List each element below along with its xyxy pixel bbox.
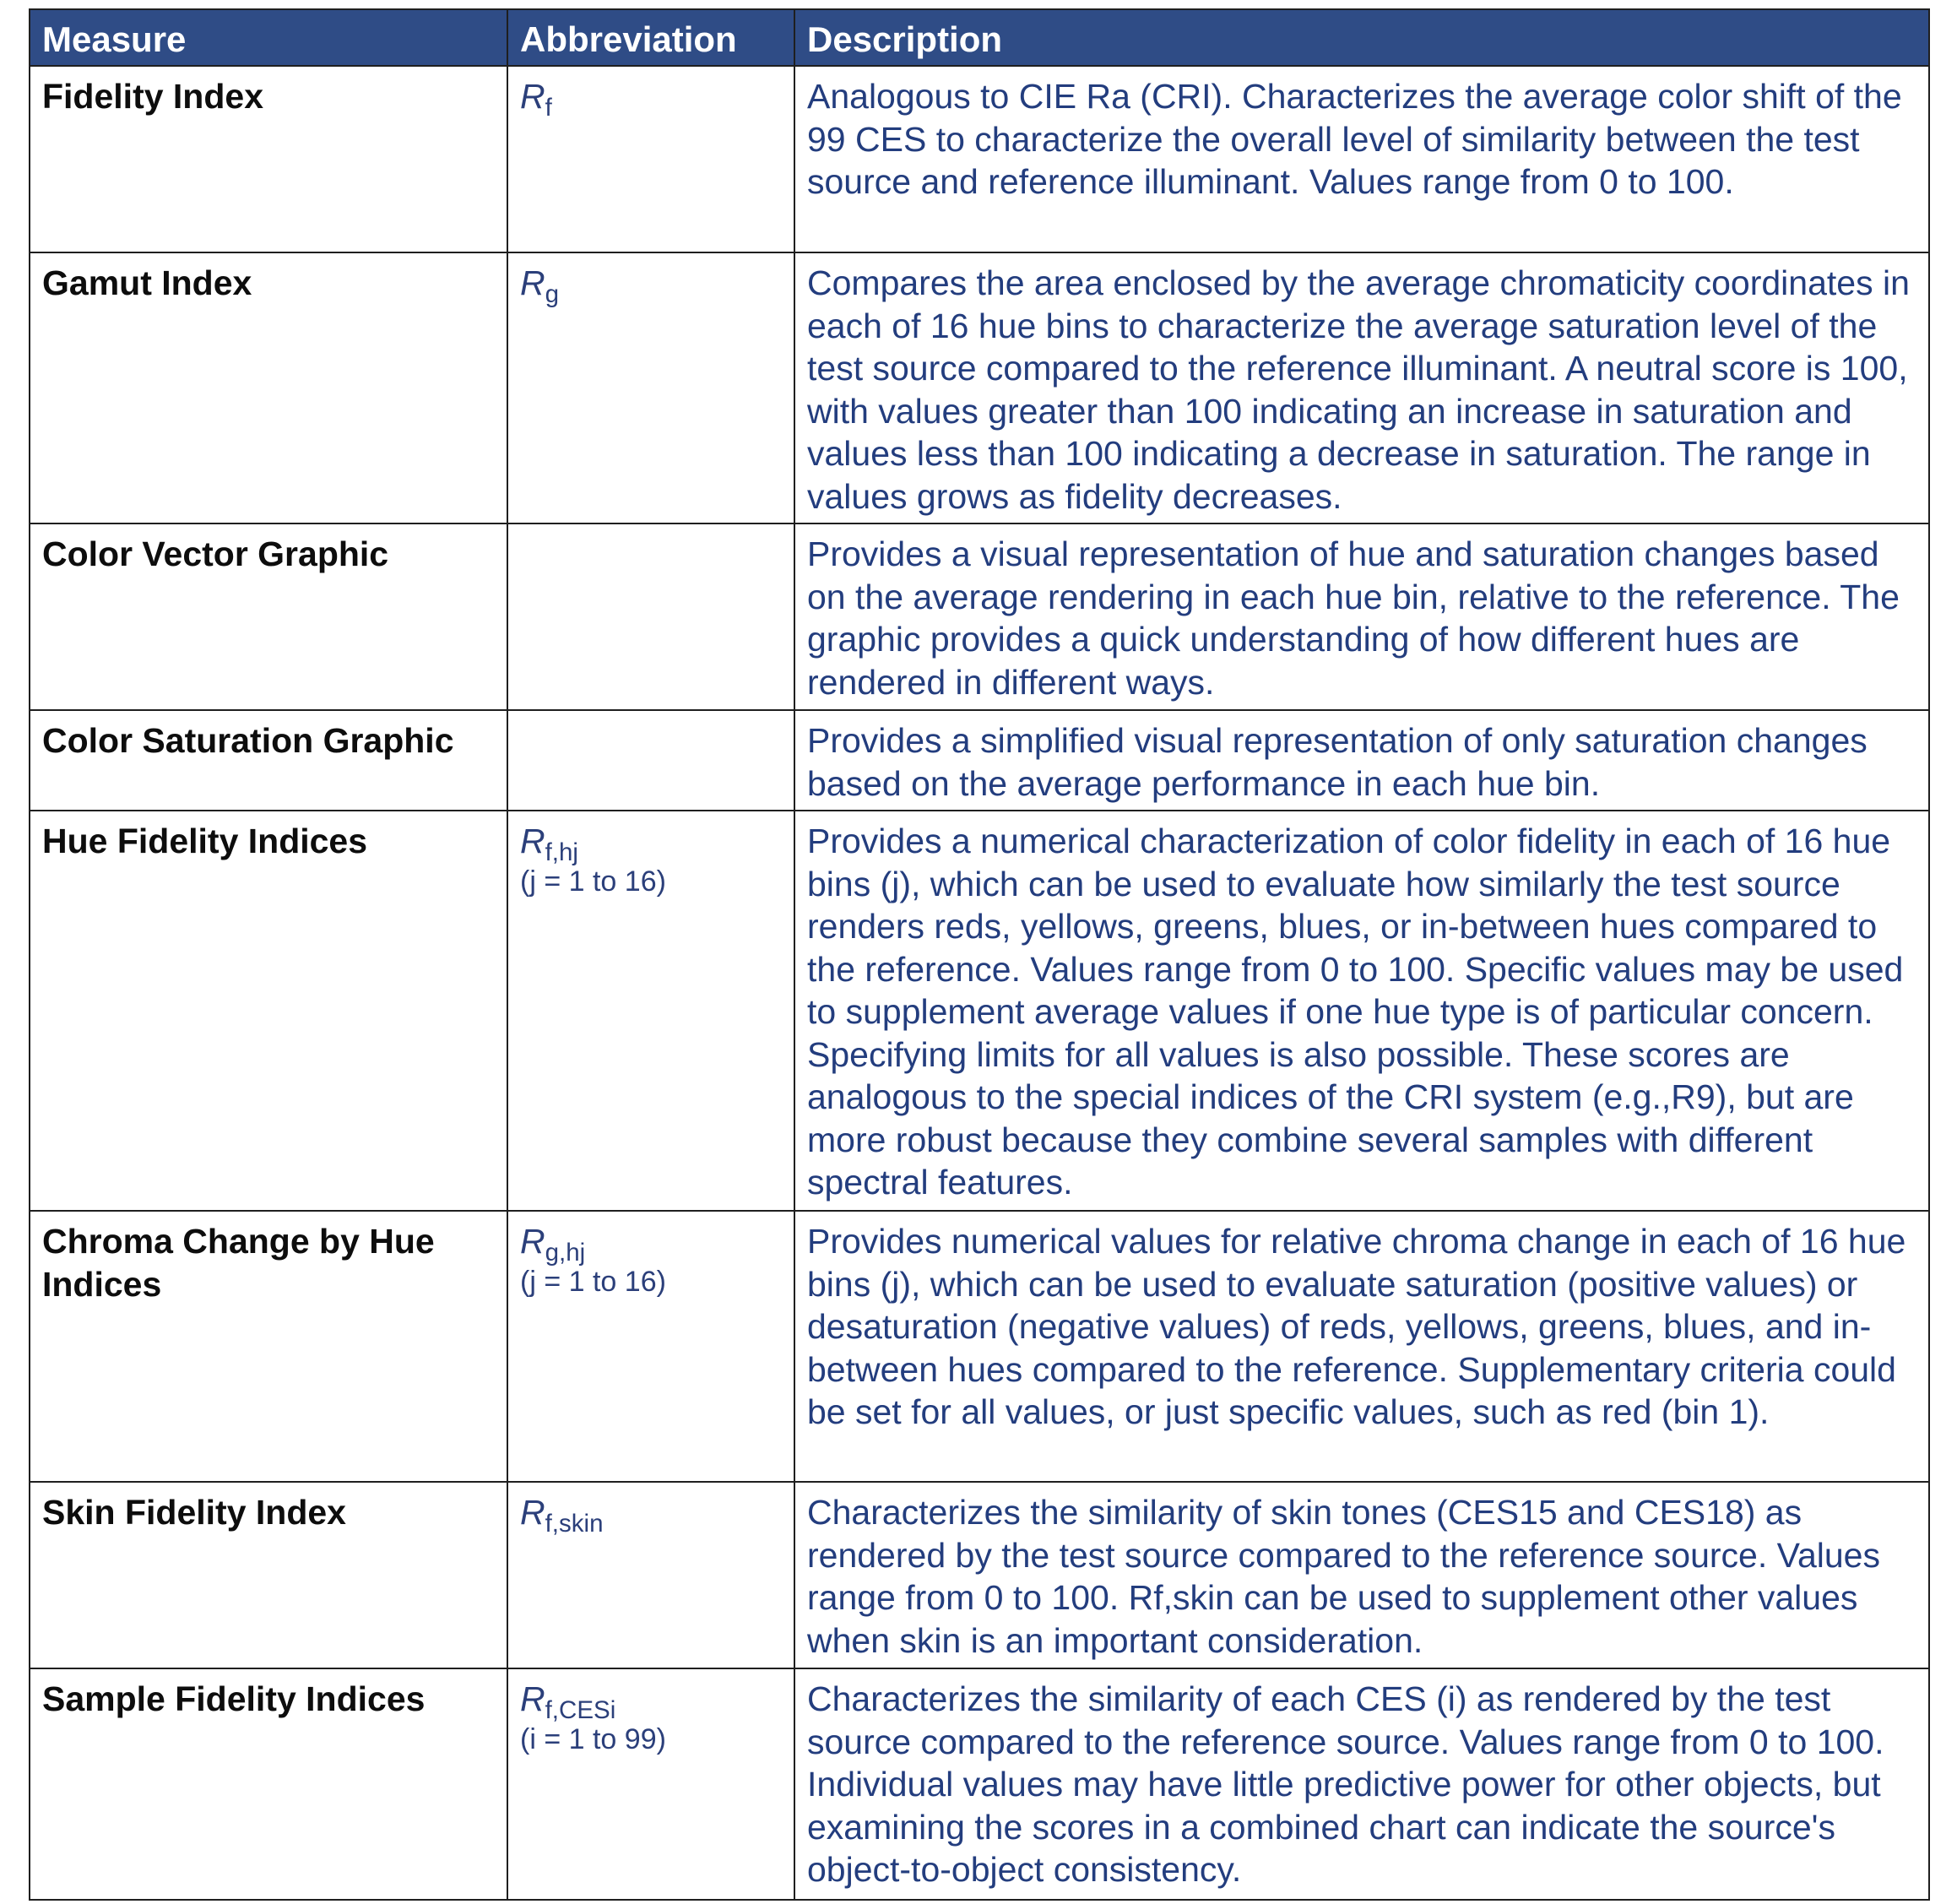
abbreviation-symbol: R xyxy=(520,822,545,860)
abbreviation-symbol: R xyxy=(520,1679,545,1718)
abbreviation-subscript: f,hj xyxy=(545,838,578,867)
abbreviation-symbol: R xyxy=(520,263,545,302)
abbreviation-range: (j = 1 to 16) xyxy=(520,1265,666,1298)
column-header-description: Description xyxy=(794,9,1929,66)
abbreviation-symbol: R xyxy=(520,1493,545,1532)
table-row xyxy=(30,710,1929,811)
description: Provides a numerical characterization of color fidelity in each of 16 hue bins (j), which can be used to evaluate how similarly the test source renders reds, yellows, greens, blues, or in-between hues compared to the reference. Values range from 0 to 100. Specific values may be used to supplement average values if one hue type is of particular concern. Specifying limits for all values is also possible. These scores are analogous to the special indices of the CRI system (e.g.,R9), but are more robust because they combine several samples with different spectral features. xyxy=(794,811,1929,1211)
table-row xyxy=(30,66,1929,252)
description: Provides a visual representation of hue and saturation changes based on the average rendering in each hue bin, relative to the reference. The graphic provides a quick understanding of how different hues are rendered in different ways. xyxy=(794,523,1929,710)
header-row xyxy=(30,9,1929,66)
table-row xyxy=(30,1482,1929,1668)
table-row xyxy=(30,1668,1929,1900)
measure-name: Sample Fidelity Indices xyxy=(30,1668,507,1900)
abbreviation-range: (i = 1 to 99) xyxy=(520,1722,666,1755)
abbreviation xyxy=(507,1668,794,1900)
abbreviation xyxy=(507,523,794,710)
measure-name: Color Vector Graphic xyxy=(30,523,507,710)
measure-name: Fidelity Index xyxy=(30,66,507,252)
abbreviation-subscript: f,CESi xyxy=(545,1696,616,1725)
column-header-abbreviation: Abbreviation xyxy=(507,9,794,66)
column-header-measure: Measure xyxy=(30,9,507,66)
table-row xyxy=(30,1211,1929,1482)
measures-table xyxy=(29,8,1930,1901)
abbreviation xyxy=(507,252,794,523)
abbreviation xyxy=(507,811,794,1211)
abbreviation xyxy=(507,1482,794,1668)
description: Provides a simplified visual representation of only saturation changes based on the average performance in each hue bin. xyxy=(794,710,1929,811)
abbreviation-subscript: g xyxy=(545,280,560,309)
abbreviation-symbol: R xyxy=(520,1222,545,1261)
description: Compares the area enclosed by the average chromaticity coordinates in each of 16 hue bins to characterize the average saturation level of the test source compared to the reference illuminant. A neutral score is 100, with values greater than 100 indicating an increase in saturation and values less than 100 indicating a decrease in saturation. The range in values grows as fidelity decreases. xyxy=(794,252,1929,523)
description: Characterizes the similarity of skin tones (CES15 and CES18) as rendered by the test source compared to the reference source. Values range from 0 to 100. Rf,skin can be used to supplement other values when skin is an important consideration. xyxy=(794,1482,1929,1668)
measure-name: Gamut Index xyxy=(30,252,507,523)
description: Analogous to CIE Ra (CRI). Characterizes the average color shift of the 99 CES to characterize the overall level of similarity between the test source and reference illuminant. Values range from 0 to 100. xyxy=(794,66,1929,252)
measure-name: Hue Fidelity Indices xyxy=(30,811,507,1211)
table-row xyxy=(30,811,1929,1211)
description: Provides numerical values for relative chroma change in each of 16 hue bins (j), which can be used to evaluate saturation (positive values) or desaturation (negative values) of reds, yellows, greens, blues, and in-between hues compared to the reference. Supplementary criteria could be set for all values, or just specific values, such as red (bin 1). xyxy=(794,1211,1929,1482)
measure-name: Color Saturation Graphic xyxy=(30,710,507,811)
abbreviation-subscript: f xyxy=(545,94,552,122)
abbreviation xyxy=(507,66,794,252)
table-row xyxy=(30,252,1929,523)
measure-name: Chroma Change by Hue Indices xyxy=(30,1211,507,1482)
abbreviation xyxy=(507,1211,794,1482)
abbreviation-subscript: f,skin xyxy=(545,1510,604,1538)
abbreviation-range: (j = 1 to 16) xyxy=(520,865,666,898)
abbreviation-subscript: g,hj xyxy=(545,1239,586,1267)
abbreviation-symbol: R xyxy=(520,77,545,116)
abbreviation xyxy=(507,710,794,811)
measure-name: Skin Fidelity Index xyxy=(30,1482,507,1668)
table-row xyxy=(30,523,1929,710)
description: Characterizes the similarity of each CES (i) as rendered by the test source compared to the reference source. Values range from 0 to 100. Individual values may have little predictive power for other objects, but examining the scores in a combined chart can indicate the source's object-to-object consistency. xyxy=(794,1668,1929,1900)
